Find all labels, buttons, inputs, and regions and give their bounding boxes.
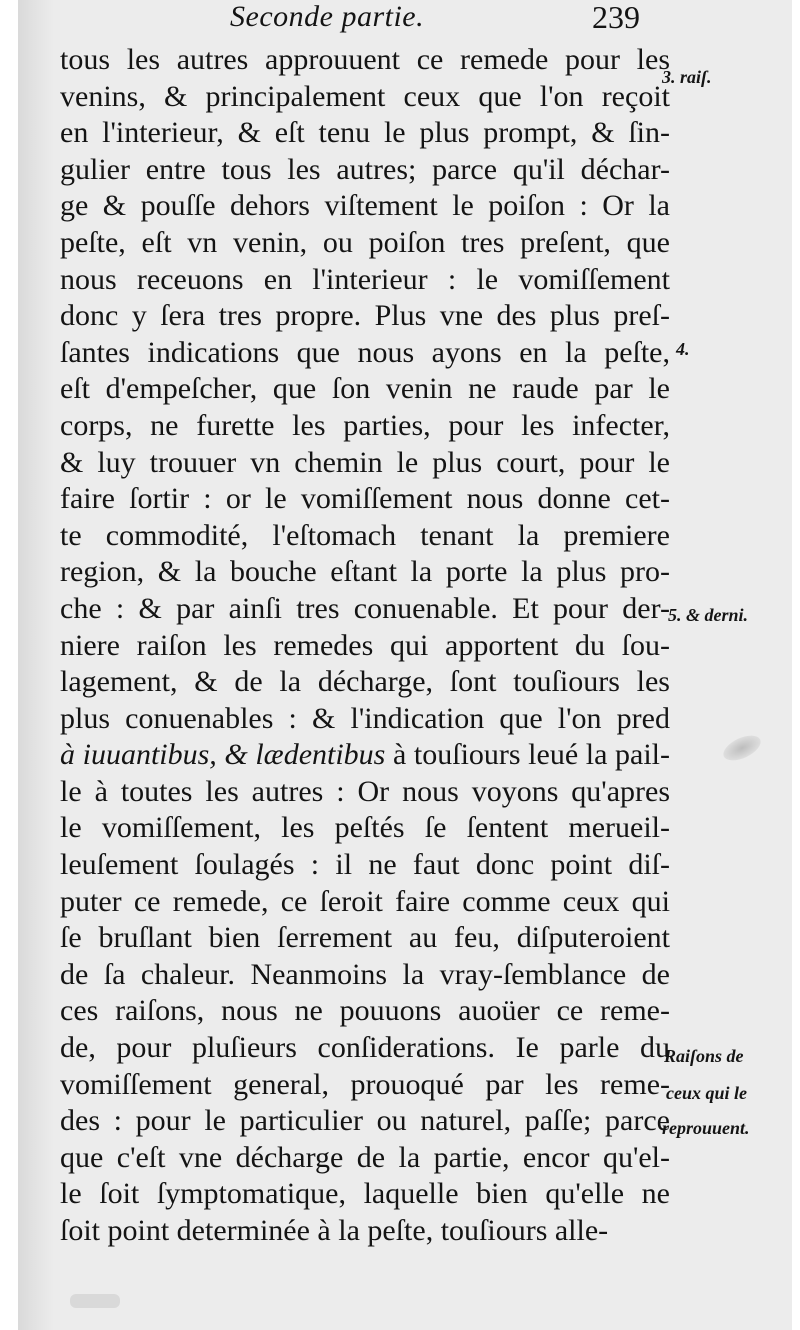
text-line: ces raiſons, nous ne pouuons auoüer ce reme- [60, 994, 670, 1028]
text-line: de ſa chaleur. Neanmoins la vray-ſemblance de [60, 957, 670, 991]
text-line: lagement, & de la décharge, ſont touſiours les [60, 665, 670, 699]
margin-note-raisons-line-2: ceux qui le [666, 1083, 747, 1103]
margin-note-3-raisons: 3. raiſ. [662, 67, 712, 87]
running-head: Seconde partie. [230, 0, 425, 33]
margin-note-5-derniere: 5. & derni. [668, 605, 749, 625]
text-line: tous les autres approuuent ce remede pour les [60, 43, 670, 76]
text-line: venins, & principalement ceux que l'on reçoit [60, 79, 670, 113]
line-remainder: à touſiours leué la pail- [385, 738, 670, 772]
text-line: faire ſortir : or le vomiſſement nous donne cet- [60, 482, 670, 516]
margin-note-raisons-line-3: reprouuent. [662, 1118, 750, 1138]
text-line: ſoit point determinée à la peſte, touſiours alle- [60, 1214, 609, 1247]
text-line: nous receuons en l'interieur : le vomiſſement [60, 262, 670, 296]
text-line: le à toutes les autres : Or nous voyons qu'apres [60, 774, 670, 808]
text-line: peſte, eſt vn venin, ou poiſon tres preſent, que [60, 225, 670, 259]
text-line: le vomiſſement, les peſtés ſe ſentent merueil- [60, 811, 670, 845]
text-line: donc y ſera tres propre. Plus vne des plus preſ- [60, 299, 670, 333]
text-line: ſe bruſlant bien ſerrement au feu, diſputeroient [60, 921, 670, 955]
text-line: le ſoit ſymptomatique, laquelle bien qu'elle ne [60, 1177, 670, 1211]
body-text [60, 42, 670, 1250]
italic-latin-phrase: à iuuantibus, & lædentibus [60, 738, 386, 772]
text-line: ſantes indications que nous ayons en la peſte, [60, 335, 670, 369]
text-line: & luy trouuer vn chemin le plus court, pour le [60, 445, 670, 479]
text-line: des : pour le particulier ou naturel, paſſe; parce [60, 1104, 670, 1138]
bleed-through-mark [70, 1294, 120, 1308]
text-line: ge & pouſſe dehors viſtement le poiſon : Or la [60, 189, 670, 223]
text-line: que c'eſt vne décharge de la partie, encor qu'el- [60, 1140, 670, 1174]
text-line: vomiſſement general, prouoqué par les reme- [60, 1067, 670, 1101]
text-line: gulier entre tous les autres; parce qu'il déchar- [60, 152, 670, 186]
margin-note-raisons-line-1: Raiſons de [664, 1046, 744, 1066]
text-line: niere raiſon les remedes qui apportent du ſou- [60, 628, 670, 662]
text-line: te commodité, l'eſtomach tenant la premiere [60, 518, 670, 552]
text-line: corps, ne furette les parties, pour les infecter, [60, 408, 670, 442]
text-line: en l'interieur, & eſt tenu le plus prompt, & ſin- [60, 116, 670, 150]
margin-note-4: 4. [676, 339, 690, 359]
text-line: puter ce remede, ce ſeroit faire comme ceux qui [60, 884, 670, 918]
text-line: plus conuenables : & l'indication que l'on pred [60, 701, 670, 735]
text-line: de, pour pluſieurs conſiderations. Ie parle du [60, 1031, 670, 1065]
text-line: region, & la bouche eſtant la porte la plus pro- [60, 555, 670, 589]
page-number: 239 [592, 0, 640, 35]
text-line: leuſement ſoulagés : il ne faut donc point diſ- [60, 848, 670, 882]
text-line [60, 737, 670, 774]
text-line: eſt d'empeſcher, que ſon venin ne raude par le [60, 372, 670, 406]
text-line: che : & par ainſi tres conuenable. Et pour der- [60, 591, 670, 625]
gutter-shadow [18, 0, 54, 1330]
